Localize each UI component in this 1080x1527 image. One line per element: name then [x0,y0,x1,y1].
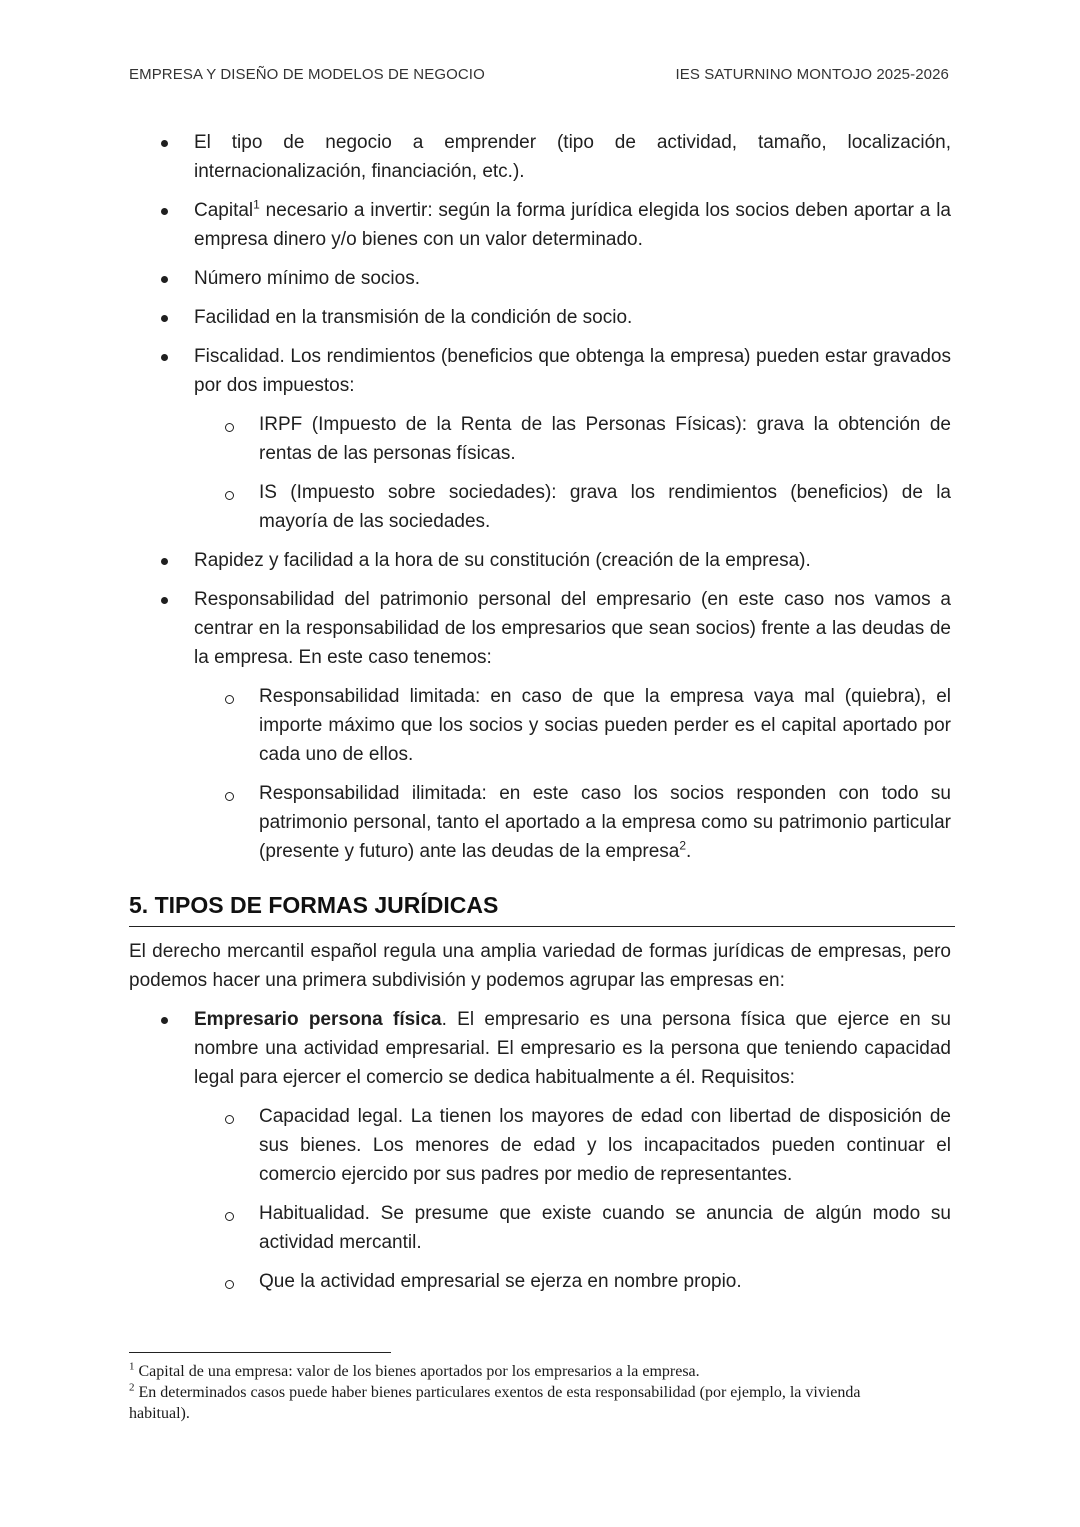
footnote-ref: 1 [253,197,260,212]
sub-list-item: Responsabilidad limitada: en caso de que la empresa vaya mal (quiebra), el importe máximo que los socios y socias pueden perder es el capital aportado por cada uno de ellos. [194,682,951,769]
sub-list-item: IS (Impuesto sobre sociedades): grava los rendimientos (beneficios) de la mayoría de las sociedades. [194,478,951,536]
footnote-separator [129,1352,391,1353]
footnote-1: $^1$ Capital de una empresa: valor de los bienes aportados por los empresarios a la empresa. [129,1360,700,1380]
bullet-icon [161,597,168,604]
header-course: EMPRESA Y DISEÑO DE MODELOS DE NEGOCIO [129,66,485,83]
circle-bullet-icon [225,1212,234,1221]
sub-list [194,410,951,536]
circle-bullet-icon [225,1280,234,1289]
bullet-icon [161,1017,168,1024]
page-content [129,128,951,1306]
circle-bullet-icon [225,695,234,704]
item-heading: Empresario persona física [194,1009,442,1030]
forms-list [129,1005,951,1296]
list-item: El tipo de negocio a emprender (tipo de actividad, tamaño, localización, internacionalización, financiación, etc.). [129,128,951,186]
sub-list-item: Responsabilidad ilimitada: en este caso los socios responden con todo su patrimonio personal, tanto el aportado a la empresa como su patrimonio particular (presente y futuro) ante las deudas de la empresa$^2$. [194,779,951,866]
section-title: 5. TIPOS DE FORMAS JURÍDICAS [129,888,955,927]
footnote-ref: 2 [679,838,687,853]
circle-bullet-icon [225,1115,234,1124]
list-item: Fiscalidad. Los rendimientos (beneficios que obtenga la empresa) pueden estar gravados por dos impuestos: IRPF (Impuesto de la Renta de las Personas Físicas): grava la obtención de rentas de las personas físicas. IS (Impuesto sobre sociedades): grava los rendimientos (beneficios) de la mayoría de las sociedades. [129,342,951,536]
criteria-list [129,128,951,866]
bullet-icon [161,208,168,215]
footnotes [129,1361,899,1424]
circle-bullet-icon [225,792,234,801]
bullet-icon [161,354,168,361]
circle-bullet-icon [225,491,234,500]
sub-list-item: Que la actividad empresarial se ejerza en nombre propio. [194,1267,951,1296]
sub-list-item: Capacidad legal. La tienen los mayores de edad con libertad de disposición de sus bienes. Los menores de edad y los incapacitados pueden continuar el comercio ejercido por sus padres por medio de representantes. [194,1102,951,1189]
sub-list-item: IRPF (Impuesto de la Renta de las Personas Físicas): grava la obtención de rentas de las personas físicas. [194,410,951,468]
sub-list [194,682,951,866]
list-item: Rapidez y facilidad a la hora de su constitución (creación de la empresa). [129,546,951,575]
list-item: Facilidad en la transmisión de la condición de socio. [129,303,951,332]
page-header [129,66,949,83]
list-item: Capital$^1$ necesario a invertir: según la forma jurídica elegida los socios deben aportar a la empresa dinero y/o bienes con un valor determinado. [129,196,951,254]
header-school: IES SATURNINO MONTOJO 2025-2026 [675,66,949,83]
list-item: Empresario persona física. El empresario es una persona física que ejerce en su nombre una actividad empresarial. El empresario es la persona que teniendo capacidad legal para ejercer el comercio se dedica habitualmente a él. Requisitos: Capacidad legal. La tienen los mayores de edad con libertad de disposición de sus bienes. Los menores de edad y los incapacitados pueden continuar el comercio ejercido por sus padres por medio de representantes. Habitualidad. Se presume que existe cuando se anuncia de algún modo su actividad mercantil. Que la actividad empresarial se ejerza en nombre propio. [129,1005,951,1296]
section-intro: El derecho mercantil español regula una amplia variedad de formas jurídicas de empresas, pero podemos hacer una primera subdivisión y podemos agrupar las empresas en: [129,941,951,991]
bullet-icon [161,276,168,283]
list-item: Número mínimo de socios. [129,264,951,293]
sub-list [194,1102,951,1296]
list-item: Responsabilidad del patrimonio personal del empresario (en este caso nos vamos a centrar en la responsabilidad de los empresarios que sean socios) frente a las deudas de la empresa. En este caso tenemos: Responsabilidad limitada: en caso de que la empresa vaya mal (quiebra), el importe máximo que los socios y socias pueden perder es el capital aportado por cada uno de ellos. Responsabilidad ilimitada: en este caso los socios responden con todo su patrimonio personal, tanto el aportado a la empresa como su patrimonio particular (presente y futuro) ante las deudas de la empresa$^2$. [129,585,951,866]
bullet-icon [161,140,168,147]
bullet-icon [161,315,168,322]
circle-bullet-icon [225,423,234,432]
footnote-2: $^2$ En determinados casos puede haber bienes particulares exentos de esta responsabilidad (por ejemplo, la vivienda habitual). [129,1381,861,1422]
bullet-icon [161,558,168,565]
sub-list-item: Habitualidad. Se presume que existe cuando se anuncia de algún modo su actividad mercantil. [194,1199,951,1257]
